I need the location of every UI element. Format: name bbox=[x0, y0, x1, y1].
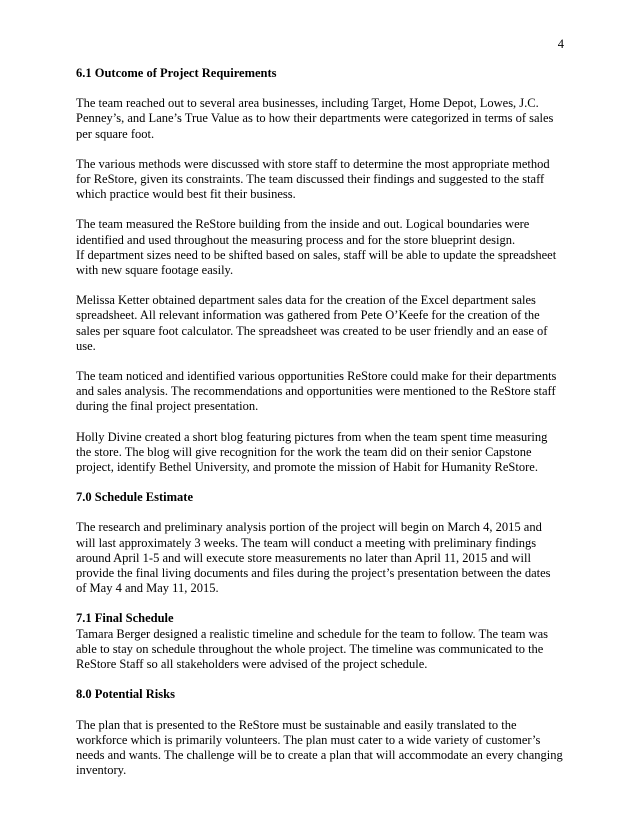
paragraph: Melissa Ketter obtained department sales data for the creation of the Excel department sales spreadsheet. All relevant information was gathered from Pete O’Keefe for the creation of the sales per square foot calculator. The spreadsheet was created to be user friendly and an ease of use. bbox=[76, 293, 548, 353]
heading-7-1: 7.1 Final Schedule bbox=[76, 611, 174, 626]
paragraph-line: If department sizes need to be shifted based on sales, staff will be able to update the spreadsheet with new square footage easily. bbox=[76, 247, 557, 278]
paragraph: The team reached out to several area businesses, including Target, Home Depot, Lowes, J.C. Penney’s, and Lane’s True Value as to how their departments were categorized in terms of sales per square foot. bbox=[76, 96, 554, 141]
paragraph bbox=[76, 217, 563, 278]
document-body bbox=[76, 66, 563, 793]
heading-8-0: 8.0 Potential Risks bbox=[76, 687, 175, 702]
paragraph: The plan that is presented to the ReStore must be sustainable and easily translated to the workforce which is primarily volunteers. The plan must cater to a wide variety of customer’s needs and wants. The challenge will be to create a plan that will accommodate an every changing inventory. bbox=[76, 717, 563, 778]
heading-7-0: 7.0 Schedule Estimate bbox=[76, 490, 194, 505]
paragraph: The team noticed and identified various opportunities ReStore could make for their departments and sales analysis. The recommendations and opportunities were mentioned to the ReStore staff during the final project presentation. bbox=[76, 369, 557, 414]
paragraph: Tamara Berger designed a realistic timeline and schedule for the team to follow. The team was able to stay on schedule throughout the whole project. The timeline was communicated to the ReStore Staff so all stakeholders were advised of the project schedule. bbox=[76, 626, 548, 672]
page-number: 4 bbox=[557, 37, 564, 51]
paragraph-line: The team measured the ReStore building from the inside and out. Logical boundaries were identified and used throughout the measuring process and for the store blueprint design. bbox=[76, 217, 530, 247]
paragraph: The various methods were discussed with store staff to determine the most appropriate method for ReStore, given its constraints. The team discussed their findings and suggested to the staff which practice would best fit their business. bbox=[76, 156, 550, 202]
heading-6-1: 6.1 Outcome of Project Requirements bbox=[76, 66, 277, 80]
paragraph: Holly Divine created a short blog featuring pictures from when the team spent time measuring the store. The blog will give recognition for the work the team did on their senior Capstone project, identify Bethel University, and promote the mission of Habit for Humanity ReStore. bbox=[76, 429, 548, 475]
paragraph: The research and preliminary analysis portion of the project will begin on March 4, 2015 and will last approximately 3 weeks. The team will conduct a meeting with preliminary findings around April 1-5 and will execute store measurements no later than April 11, 2015 and will provide the final living documents and files during the project’s presentation between the dates of May 4 and May 11, 2015. bbox=[76, 520, 551, 596]
